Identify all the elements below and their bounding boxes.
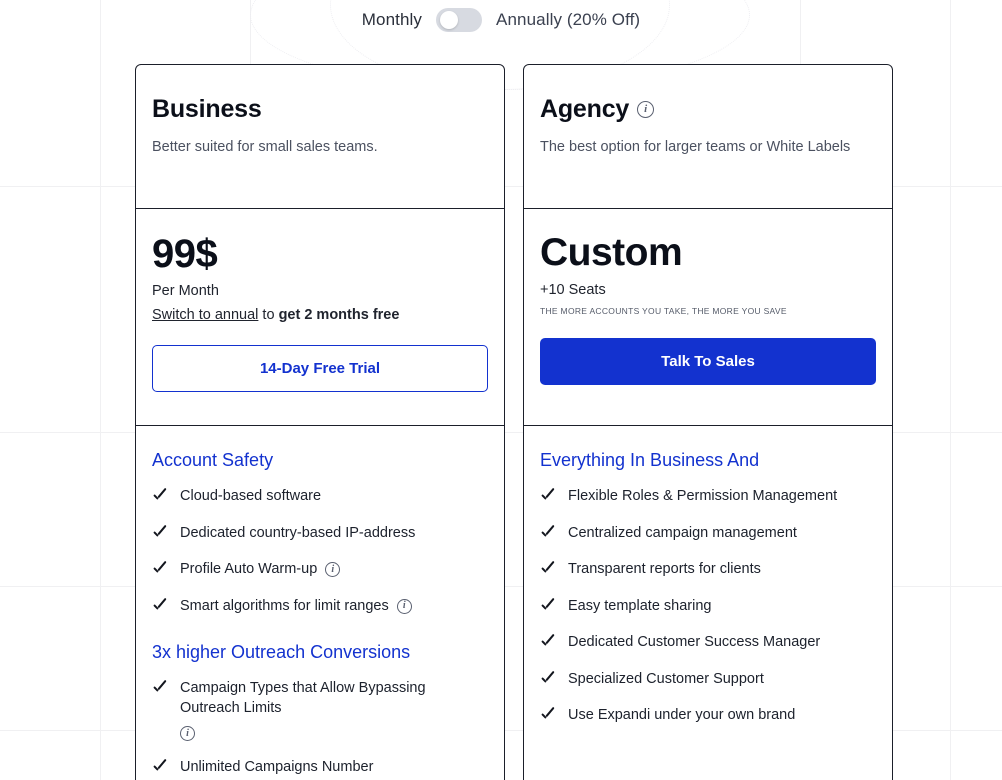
feature-text: Dedicated country-based IP-address <box>180 524 416 541</box>
check-icon <box>152 562 168 578</box>
feature-text: Use Expandi under your own brand <box>568 707 796 724</box>
feature-text: Flexible Roles & Permission Management <box>568 488 838 504</box>
list-item <box>152 679 488 741</box>
feature-text: Campaign Types that Allow Bypassing Outreach Limits <box>180 680 426 716</box>
plan-features-agency <box>524 426 892 726</box>
list-item <box>152 487 488 507</box>
info-icon[interactable]: i <box>325 562 340 577</box>
check-icon <box>540 526 556 542</box>
feature-text: Transparent reports for clients <box>568 561 761 578</box>
billing-toggle <box>0 0 1002 40</box>
switch-knob <box>440 11 458 29</box>
switch-to-annual-link[interactable]: Switch to annual <box>152 307 259 323</box>
list-item <box>152 524 488 544</box>
list-item <box>540 706 876 726</box>
feature-text: Specialized Customer Support <box>568 670 764 687</box>
plan-title-agency <box>540 95 876 124</box>
list-item <box>152 597 488 617</box>
feature-text: Profile Auto Warm-up <box>180 561 318 578</box>
feature-text: Easy template sharing <box>568 597 712 614</box>
list-item <box>540 670 876 690</box>
check-icon <box>152 760 168 776</box>
feature-group-heading-everything: Everything In Business And <box>540 450 760 470</box>
info-icon[interactable]: i <box>397 599 412 614</box>
check-icon <box>540 489 556 505</box>
feature-list-account-safety <box>152 487 488 616</box>
plan-title-business <box>152 95 488 124</box>
feature-group-heading-outreach: 3x higher Outreach Conversions <box>152 642 411 663</box>
info-icon[interactable]: i <box>180 726 195 741</box>
info-icon[interactable]: i <box>637 101 654 118</box>
plan-header-business <box>136 65 504 209</box>
plan-tagline-business: Better suited for small sales teams. <box>152 139 378 155</box>
list-item <box>540 524 876 544</box>
check-icon <box>152 489 168 505</box>
plan-features-business <box>136 426 504 778</box>
plan-tagline-agency: The best option for larger teams or White Labels <box>540 139 851 155</box>
check-icon <box>152 526 168 542</box>
list-item <box>152 560 488 580</box>
check-icon <box>540 708 556 724</box>
feature-list-outreach <box>152 679 488 778</box>
feature-text: Dedicated Customer Success Manager <box>568 634 821 651</box>
price-note-bold: get 2 months free <box>278 307 400 323</box>
plan-price-business: 99$ <box>152 232 218 276</box>
plan-card-business <box>135 64 505 780</box>
check-icon <box>540 562 556 578</box>
plan-seats-agency: +10 Seats <box>540 281 606 298</box>
plan-period-business: Per Month <box>152 283 219 299</box>
check-icon <box>540 672 556 688</box>
plan-price-note-business <box>152 307 488 323</box>
plan-header-agency <box>524 65 892 209</box>
bg-grid-line <box>100 0 101 780</box>
list-item <box>540 487 876 507</box>
check-icon <box>152 599 168 615</box>
bg-grid-line <box>950 0 951 780</box>
feature-list-agency <box>540 487 876 726</box>
feature-text: Cloud-based software <box>180 488 322 504</box>
list-item <box>152 758 488 778</box>
check-icon <box>540 635 556 651</box>
billing-annual-label[interactable]: Annually (20% Off) <box>496 10 641 29</box>
list-item <box>540 560 876 580</box>
talk-to-sales-button[interactable]: Talk To Sales <box>540 338 876 385</box>
pricing-cards <box>135 64 893 780</box>
plan-price-section-business <box>136 209 504 426</box>
billing-period-switch[interactable] <box>436 8 482 32</box>
plan-price-section-agency <box>524 209 892 426</box>
feature-text: Centralized campaign management <box>568 524 797 541</box>
list-item <box>540 597 876 617</box>
free-trial-button[interactable]: 14-Day Free Trial <box>152 345 488 392</box>
plan-fine-print-agency: THE MORE ACCOUNTS YOU TAKE, THE MORE YOU SAVE <box>540 305 787 316</box>
price-note-plain: to <box>258 307 279 323</box>
plan-price-agency: Custom <box>540 231 683 274</box>
plan-card-agency <box>523 64 893 780</box>
feature-text: Unlimited Campaigns Number <box>180 759 374 776</box>
plan-name-business: Business <box>152 95 262 123</box>
list-item <box>540 633 876 653</box>
check-icon <box>152 681 168 697</box>
plan-name-agency: Agency <box>540 95 630 123</box>
check-icon <box>540 599 556 615</box>
billing-monthly-label[interactable]: Monthly <box>361 10 423 29</box>
feature-text: Smart algorithms for limit ranges <box>180 597 389 614</box>
feature-group-heading-account-safety: Account Safety <box>152 450 274 470</box>
